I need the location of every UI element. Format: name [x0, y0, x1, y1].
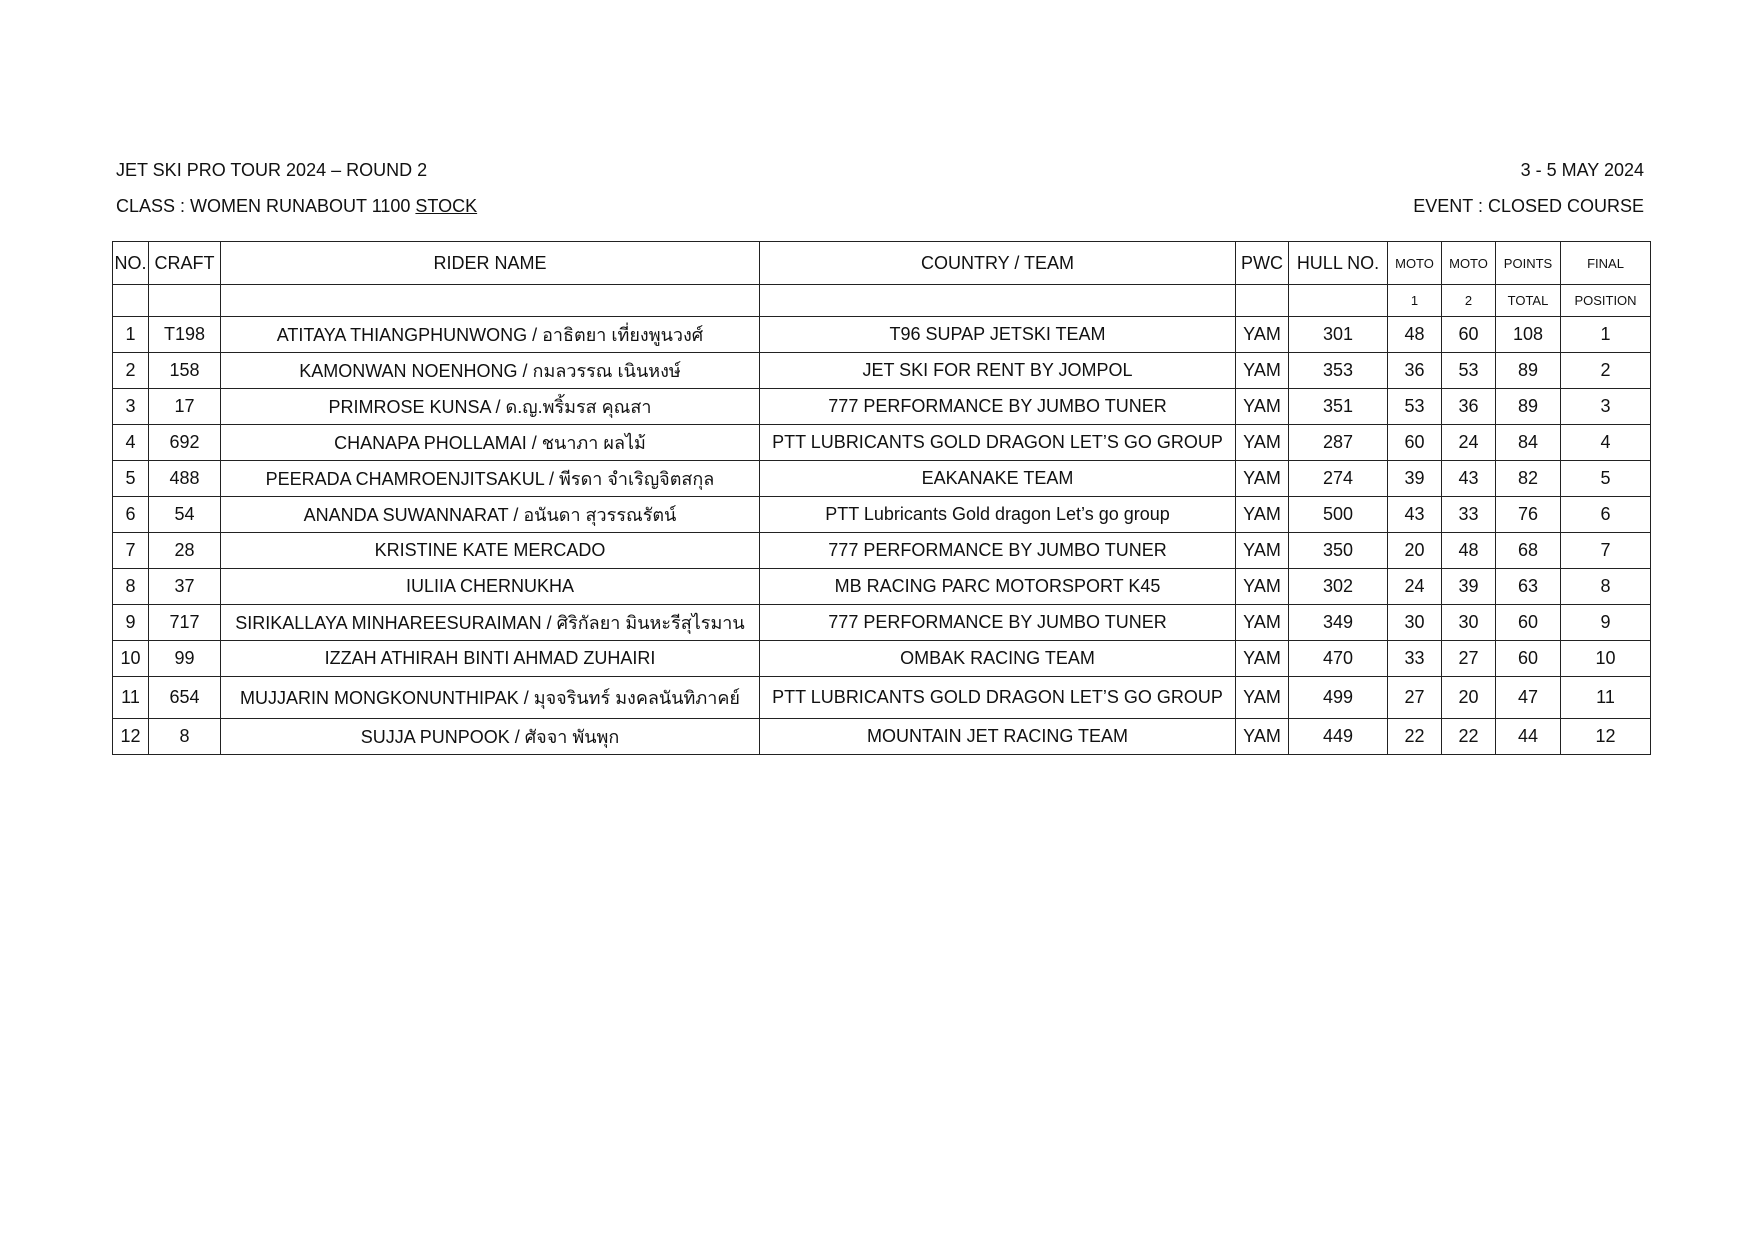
col-craft-blank — [149, 285, 221, 317]
class-label — [116, 195, 477, 217]
col-final-bottom: POSITION — [1561, 285, 1651, 317]
table-row — [113, 641, 1651, 677]
cell-hull: 302 — [1289, 569, 1388, 605]
table-row — [113, 497, 1651, 533]
cell-craft: 54 — [149, 497, 221, 533]
cell-craft: 8 — [149, 719, 221, 755]
cell-team: T96 SUPAP JETSKI TEAM — [760, 317, 1236, 353]
table-row — [113, 533, 1651, 569]
cell-moto1: 48 — [1388, 317, 1442, 353]
table-row — [113, 425, 1651, 461]
cell-pwc: YAM — [1236, 677, 1289, 719]
cell-moto2: 53 — [1442, 353, 1496, 389]
cell-no: 4 — [113, 425, 149, 461]
cell-moto2: 27 — [1442, 641, 1496, 677]
class-prefix: CLASS : WOMEN RUNABOUT 1100 — [116, 196, 416, 216]
col-points-top: POINTS — [1496, 242, 1561, 285]
cell-final: 1 — [1561, 317, 1651, 353]
cell-hull: 500 — [1289, 497, 1388, 533]
col-final-top: FINAL — [1561, 242, 1651, 285]
table-row — [113, 569, 1651, 605]
cell-moto2: 22 — [1442, 719, 1496, 755]
cell-team: PTT Lubricants Gold dragon Let’s go group — [760, 497, 1236, 533]
cell-moto2: 20 — [1442, 677, 1496, 719]
cell-no: 8 — [113, 569, 149, 605]
cell-final: 5 — [1561, 461, 1651, 497]
cell-team: 777 PERFORMANCE BY JUMBO TUNER — [760, 533, 1236, 569]
cell-pwc: YAM — [1236, 641, 1289, 677]
cell-total: 82 — [1496, 461, 1561, 497]
cell-moto1: 60 — [1388, 425, 1442, 461]
cell-rider: CHANAPA PHOLLAMAI / ชนาภา ผลไม้ — [221, 425, 760, 461]
cell-moto2: 30 — [1442, 605, 1496, 641]
cell-team: 777 PERFORMANCE BY JUMBO TUNER — [760, 389, 1236, 425]
cell-final: 10 — [1561, 641, 1651, 677]
cell-moto2: 39 — [1442, 569, 1496, 605]
cell-pwc: YAM — [1236, 461, 1289, 497]
cell-rider: KAMONWAN NOENHONG / กมลวรรณ เนินหงษ์ — [221, 353, 760, 389]
table-row — [113, 389, 1651, 425]
cell-no: 9 — [113, 605, 149, 641]
cell-final: 7 — [1561, 533, 1651, 569]
cell-total: 89 — [1496, 389, 1561, 425]
cell-pwc: YAM — [1236, 497, 1289, 533]
cell-hull: 499 — [1289, 677, 1388, 719]
cell-final: 6 — [1561, 497, 1651, 533]
class-suffix: STOCK — [415, 196, 478, 216]
col-no-blank — [113, 285, 149, 317]
cell-rider: IZZAH ATHIRAH BINTI AHMAD ZUHAIRI — [221, 641, 760, 677]
cell-final: 11 — [1561, 677, 1651, 719]
cell-moto1: 43 — [1388, 497, 1442, 533]
cell-moto1: 36 — [1388, 353, 1442, 389]
cell-moto1: 27 — [1388, 677, 1442, 719]
col-rider-name: RIDER NAME — [221, 242, 760, 285]
header-row — [113, 242, 1651, 285]
cell-craft: 99 — [149, 641, 221, 677]
cell-pwc: YAM — [1236, 605, 1289, 641]
table-row — [113, 605, 1651, 641]
cell-pwc: YAM — [1236, 353, 1289, 389]
cell-no: 2 — [113, 353, 149, 389]
cell-hull: 449 — [1289, 719, 1388, 755]
cell-rider: ATITAYA THIANGPHUNWONG / อาธิตยา เที่ยงพูนวงศ์ — [221, 317, 760, 353]
header-row-2 — [113, 285, 1651, 317]
cell-moto1: 39 — [1388, 461, 1442, 497]
cell-hull: 351 — [1289, 389, 1388, 425]
cell-moto1: 20 — [1388, 533, 1442, 569]
cell-rider: SIRIKALLAYA MINHAREESURAIMAN / ศิริกัลยา มินหะรีสุไรมาน — [221, 605, 760, 641]
cell-no: 5 — [113, 461, 149, 497]
cell-final: 9 — [1561, 605, 1651, 641]
cell-team: PTT LUBRICANTS GOLD DRAGON LET’S GO GROUP — [760, 677, 1236, 719]
cell-final: 2 — [1561, 353, 1651, 389]
col-craft: CRAFT — [149, 242, 221, 285]
cell-craft: 488 — [149, 461, 221, 497]
cell-rider: SUJJA PUNPOOK / ศัจจา พันพุก — [221, 719, 760, 755]
cell-total: 89 — [1496, 353, 1561, 389]
cell-team: OMBAK RACING TEAM — [760, 641, 1236, 677]
results-table — [112, 241, 1651, 755]
cell-pwc: YAM — [1236, 389, 1289, 425]
cell-craft: 692 — [149, 425, 221, 461]
cell-rider: MUJJARIN MONGKONUNTHIPAK / มุจจรินทร์ มงคลนันทิภาคย์ — [221, 677, 760, 719]
table-row — [113, 317, 1651, 353]
cell-total: 68 — [1496, 533, 1561, 569]
col-moto1-top: MOTO — [1388, 242, 1442, 285]
col-team-blank — [760, 285, 1236, 317]
cell-rider: IULIIA CHERNUKHA — [221, 569, 760, 605]
cell-hull: 274 — [1289, 461, 1388, 497]
cell-no: 1 — [113, 317, 149, 353]
cell-hull: 287 — [1289, 425, 1388, 461]
cell-final: 3 — [1561, 389, 1651, 425]
cell-moto2: 60 — [1442, 317, 1496, 353]
event-type: EVENT : CLOSED COURSE — [1413, 196, 1644, 216]
cell-rider: PEERADA CHAMROENJITSAKUL / พีรดา จำเริญจิตสกุล — [221, 461, 760, 497]
cell-moto2: 43 — [1442, 461, 1496, 497]
cell-moto1: 30 — [1388, 605, 1442, 641]
cell-pwc: YAM — [1236, 425, 1289, 461]
col-points-bottom: TOTAL — [1496, 285, 1561, 317]
cell-no: 10 — [113, 641, 149, 677]
cell-total: 44 — [1496, 719, 1561, 755]
cell-team: 777 PERFORMANCE BY JUMBO TUNER — [760, 605, 1236, 641]
cell-craft: 717 — [149, 605, 221, 641]
cell-hull: 353 — [1289, 353, 1388, 389]
cell-moto2: 48 — [1442, 533, 1496, 569]
col-pwc: PWC — [1236, 242, 1289, 285]
cell-pwc: YAM — [1236, 719, 1289, 755]
table-row — [113, 461, 1651, 497]
event-title: JET SKI PRO TOUR 2024 – ROUND 2 — [116, 160, 428, 180]
cell-moto1: 24 — [1388, 569, 1442, 605]
cell-total: 76 — [1496, 497, 1561, 533]
col-pwc-blank — [1236, 285, 1289, 317]
cell-moto1: 33 — [1388, 641, 1442, 677]
col-country-team: COUNTRY / TEAM — [760, 242, 1236, 285]
cell-total: 108 — [1496, 317, 1561, 353]
cell-rider: KRISTINE KATE MERCADO — [221, 533, 760, 569]
col-no: NO. — [113, 242, 149, 285]
cell-hull: 349 — [1289, 605, 1388, 641]
cell-no: 12 — [113, 719, 149, 755]
cell-total: 84 — [1496, 425, 1561, 461]
event-date: 3 - 5 MAY 2024 — [1520, 160, 1644, 180]
cell-rider: ANANDA SUWANNARAT / อนันดา สุวรรณรัตน์ — [221, 497, 760, 533]
cell-final: 8 — [1561, 569, 1651, 605]
cell-no: 3 — [113, 389, 149, 425]
cell-craft: 37 — [149, 569, 221, 605]
cell-team: MB RACING PARC MOTORSPORT K45 — [760, 569, 1236, 605]
col-moto1-bottom: 1 — [1388, 285, 1442, 317]
cell-craft: T198 — [149, 317, 221, 353]
cell-rider: PRIMROSE KUNSA / ด.ญ.พริ้มรส คุณสา — [221, 389, 760, 425]
cell-no: 6 — [113, 497, 149, 533]
cell-hull: 301 — [1289, 317, 1388, 353]
col-moto2-bottom: 2 — [1442, 285, 1496, 317]
cell-team: PTT LUBRICANTS GOLD DRAGON LET’S GO GROUP — [760, 425, 1236, 461]
cell-total: 47 — [1496, 677, 1561, 719]
table-row — [113, 719, 1651, 755]
cell-no: 7 — [113, 533, 149, 569]
cell-craft: 17 — [149, 389, 221, 425]
col-hull-no: HULL NO. — [1289, 242, 1388, 285]
col-moto2-top: MOTO — [1442, 242, 1496, 285]
cell-final: 4 — [1561, 425, 1651, 461]
col-rider-blank — [221, 285, 760, 317]
cell-total: 60 — [1496, 605, 1561, 641]
cell-pwc: YAM — [1236, 533, 1289, 569]
cell-pwc: YAM — [1236, 317, 1289, 353]
cell-moto2: 33 — [1442, 497, 1496, 533]
cell-hull: 350 — [1289, 533, 1388, 569]
cell-total: 60 — [1496, 641, 1561, 677]
cell-final: 12 — [1561, 719, 1651, 755]
cell-craft: 158 — [149, 353, 221, 389]
table-row — [113, 677, 1651, 719]
cell-pwc: YAM — [1236, 569, 1289, 605]
cell-hull: 470 — [1289, 641, 1388, 677]
cell-moto1: 22 — [1388, 719, 1442, 755]
cell-moto2: 24 — [1442, 425, 1496, 461]
cell-craft: 654 — [149, 677, 221, 719]
cell-moto1: 53 — [1388, 389, 1442, 425]
cell-no: 11 — [113, 677, 149, 719]
cell-team: JET SKI FOR RENT BY JOMPOL — [760, 353, 1236, 389]
cell-team: EAKANAKE TEAM — [760, 461, 1236, 497]
cell-moto2: 36 — [1442, 389, 1496, 425]
cell-team: MOUNTAIN JET RACING TEAM — [760, 719, 1236, 755]
col-hull-blank — [1289, 285, 1388, 317]
cell-craft: 28 — [149, 533, 221, 569]
cell-total: 63 — [1496, 569, 1561, 605]
table-row — [113, 353, 1651, 389]
